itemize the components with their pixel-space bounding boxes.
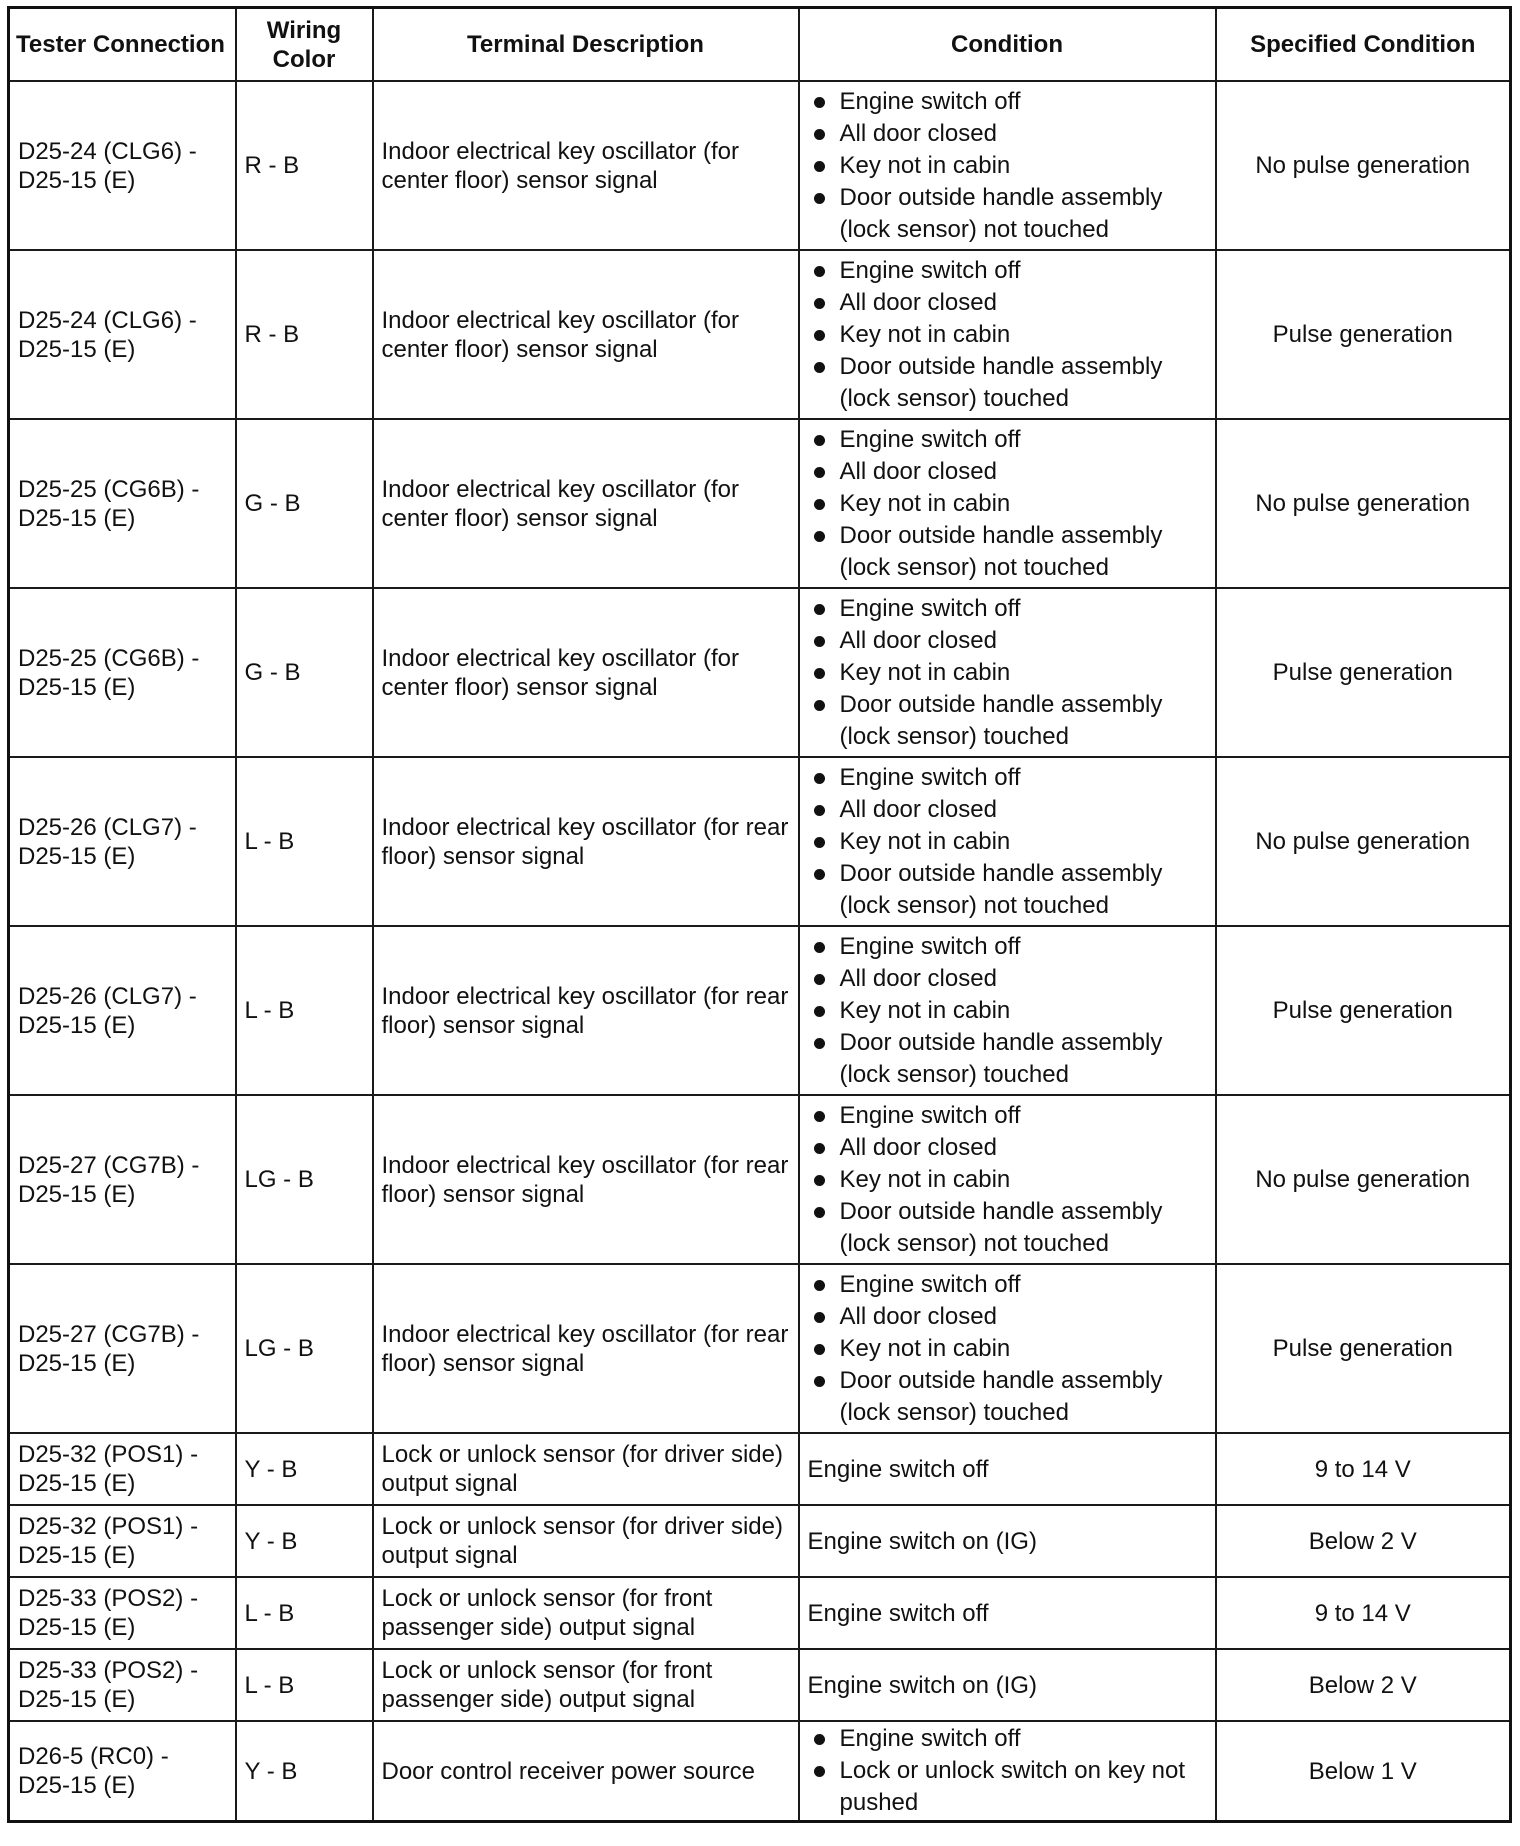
tester-connection-line: D25-15 (E) <box>18 1180 136 1208</box>
wiring-color-cell: Y - B <box>236 1721 373 1822</box>
condition-item: All door closed <box>808 1132 1207 1164</box>
condition-cell <box>799 588 1216 757</box>
condition-item: All door closed <box>808 118 1207 150</box>
condition-item: Door outside handle assembly (lock sensor) not touched <box>808 1196 1207 1260</box>
condition-cell: Engine switch on (IG) <box>799 1649 1216 1721</box>
specified-condition-cell: Below 1 V <box>1216 1721 1511 1822</box>
condition-list <box>808 762 1207 922</box>
terminal-description-cell: Door control receiver power source <box>373 1721 799 1822</box>
specified-condition-cell: No pulse generation <box>1216 1095 1511 1264</box>
condition-item: All door closed <box>808 456 1207 488</box>
condition-cell <box>799 419 1216 588</box>
terminal-description-cell: Lock or unlock sensor (for front passenger side) output signal <box>373 1649 799 1721</box>
table-body <box>9 81 1511 1822</box>
condition-list <box>808 593 1207 753</box>
condition-item: Engine switch off <box>808 1269 1207 1301</box>
condition-item: Door outside handle assembly (lock sensor) touched <box>808 1365 1207 1429</box>
condition-item: Key not in cabin <box>808 826 1207 858</box>
terminal-description-cell: Lock or unlock sensor (for driver side) output signal <box>373 1433 799 1505</box>
tester-connection-line: D25-27 (CG7B) - <box>18 1151 200 1179</box>
condition-list <box>808 255 1207 415</box>
table-row <box>9 1505 1511 1577</box>
tester-connection-line: D25-15 (E) <box>18 1614 136 1641</box>
condition-cell <box>799 250 1216 419</box>
tester-connection-cell <box>9 419 236 588</box>
tester-connection-cell <box>9 1433 236 1505</box>
condition-item: All door closed <box>808 963 1207 995</box>
condition-item: Door outside handle assembly (lock sensor) touched <box>808 689 1207 753</box>
condition-cell: Engine switch off <box>799 1433 1216 1505</box>
condition-item: Engine switch off <box>808 593 1207 625</box>
tester-connection-cell <box>9 250 236 419</box>
specified-condition-cell: No pulse generation <box>1216 757 1511 926</box>
tester-connection-line: D25-15 (E) <box>18 504 136 532</box>
tester-connection-line: D25-15 (E) <box>18 1349 136 1377</box>
terminal-description-cell: Indoor electrical key oscillator (for center floor) sensor signal <box>373 419 799 588</box>
table-row <box>9 1721 1511 1822</box>
condition-item: Door outside handle assembly (lock sensor) not touched <box>808 520 1207 584</box>
tester-connection-line: D26-5 (RC0) - <box>18 1743 169 1770</box>
header-terminal-description: Terminal Description <box>373 8 799 82</box>
terminal-inspection-table <box>7 6 1512 1823</box>
wiring-color-cell: LG - B <box>236 1095 373 1264</box>
condition-item: Door outside handle assembly (lock sensor) touched <box>808 1027 1207 1091</box>
condition-item: Engine switch off <box>808 931 1207 963</box>
condition-item: Engine switch off <box>808 1100 1207 1132</box>
condition-item: Engine switch off <box>808 1723 1207 1755</box>
specified-condition-cell: 9 to 14 V <box>1216 1433 1511 1505</box>
terminal-description-cell: Indoor electrical key oscillator (for rear floor) sensor signal <box>373 1264 799 1433</box>
condition-item: Engine switch off <box>808 86 1207 118</box>
terminal-description-cell: Indoor electrical key oscillator (for center floor) sensor signal <box>373 588 799 757</box>
header-row <box>9 8 1511 82</box>
header-condition: Condition <box>799 8 1216 82</box>
wiring-color-cell: Y - B <box>236 1433 373 1505</box>
tester-connection-line: D25-15 (E) <box>18 1772 136 1799</box>
tester-connection-line: D25-33 (POS2) - <box>18 1657 199 1684</box>
table-row <box>9 419 1511 588</box>
table-row <box>9 1577 1511 1649</box>
condition-item: All door closed <box>808 287 1207 319</box>
condition-item: Engine switch off <box>808 424 1207 456</box>
tester-connection-line: D25-15 (E) <box>18 673 136 701</box>
terminal-description-cell: Indoor electrical key oscillator (for rear floor) sensor signal <box>373 926 799 1095</box>
condition-list <box>808 931 1207 1091</box>
table-row <box>9 1264 1511 1433</box>
condition-item: All door closed <box>808 625 1207 657</box>
specified-condition-cell: Below 2 V <box>1216 1649 1511 1721</box>
wiring-color-cell: LG - B <box>236 1264 373 1433</box>
tester-connection-line: D25-24 (CLG6) - <box>18 137 197 165</box>
header-tester-connection: Tester Connection <box>9 8 236 82</box>
condition-item: All door closed <box>808 1301 1207 1333</box>
condition-item: All door closed <box>808 794 1207 826</box>
wiring-color-cell: Y - B <box>236 1505 373 1577</box>
condition-item: Key not in cabin <box>808 488 1207 520</box>
table-row <box>9 1649 1511 1721</box>
table-row <box>9 926 1511 1095</box>
terminal-description-cell: Lock or unlock sensor (for front passenger side) output signal <box>373 1577 799 1649</box>
wiring-color-cell: R - B <box>236 250 373 419</box>
condition-list <box>808 86 1207 246</box>
wiring-color-cell: L - B <box>236 757 373 926</box>
condition-cell: Engine switch off <box>799 1577 1216 1649</box>
tester-connection-line: D25-15 (E) <box>18 166 136 194</box>
condition-item: Engine switch off <box>808 255 1207 287</box>
condition-cell <box>799 1264 1216 1433</box>
terminal-description-cell: Indoor electrical key oscillator (for center floor) sensor signal <box>373 81 799 250</box>
condition-item: Door outside handle assembly (lock sensor) not touched <box>808 858 1207 922</box>
wiring-color-cell: G - B <box>236 419 373 588</box>
tester-connection-line: D25-26 (CLG7) - <box>18 982 197 1010</box>
condition-list <box>808 1723 1207 1819</box>
condition-item: Lock or unlock switch on key not pushed <box>808 1755 1207 1819</box>
condition-item: Key not in cabin <box>808 1333 1207 1365</box>
tester-connection-line: D25-27 (CG7B) - <box>18 1320 200 1348</box>
tester-connection-cell <box>9 1577 236 1649</box>
condition-cell <box>799 757 1216 926</box>
terminal-description-cell: Indoor electrical key oscillator (for rear floor) sensor signal <box>373 1095 799 1264</box>
tester-connection-cell <box>9 1721 236 1822</box>
specified-condition-cell: Pulse generation <box>1216 926 1511 1095</box>
tester-connection-cell <box>9 1095 236 1264</box>
tester-connection-line: D25-25 (CG6B) - <box>18 475 200 503</box>
condition-item: Engine switch off <box>808 762 1207 794</box>
specified-condition-cell: Pulse generation <box>1216 250 1511 419</box>
tester-connection-cell <box>9 926 236 1095</box>
terminal-description-cell: Lock or unlock sensor (for driver side) output signal <box>373 1505 799 1577</box>
condition-item: Key not in cabin <box>808 1164 1207 1196</box>
tester-connection-line: D25-15 (E) <box>18 1011 136 1039</box>
condition-list <box>808 1269 1207 1429</box>
header-wiring-color <box>236 8 373 82</box>
table-row <box>9 1433 1511 1505</box>
condition-item: Key not in cabin <box>808 657 1207 689</box>
table-row <box>9 1095 1511 1264</box>
condition-cell <box>799 81 1216 250</box>
wiring-color-cell: L - B <box>236 926 373 1095</box>
header-wiring-line1: Wiring <box>266 16 342 44</box>
tester-connection-line: D25-15 (E) <box>18 1470 136 1497</box>
header-specified-condition: Specified Condition <box>1216 8 1511 82</box>
tester-connection-line: D25-15 (E) <box>18 842 136 870</box>
tester-connection-line: D25-15 (E) <box>18 1542 136 1569</box>
condition-cell <box>799 1095 1216 1264</box>
specified-condition-cell: Below 2 V <box>1216 1505 1511 1577</box>
wiring-color-cell: R - B <box>236 81 373 250</box>
tester-connection-cell <box>9 757 236 926</box>
condition-item: Door outside handle assembly (lock sensor) touched <box>808 351 1207 415</box>
condition-list <box>808 424 1207 584</box>
wiring-color-cell: L - B <box>236 1649 373 1721</box>
tester-connection-cell <box>9 1505 236 1577</box>
tester-connection-line: D25-25 (CG6B) - <box>18 644 200 672</box>
header-wiring-line2: Color <box>272 45 336 73</box>
specified-condition-cell: 9 to 14 V <box>1216 1577 1511 1649</box>
tester-connection-line: D25-15 (E) <box>18 1686 136 1713</box>
tester-connection-line: D25-32 (POS1) - <box>18 1441 199 1468</box>
tester-connection-cell <box>9 1264 236 1433</box>
condition-item: Key not in cabin <box>808 995 1207 1027</box>
specified-condition-cell: Pulse generation <box>1216 1264 1511 1433</box>
tester-connection-line: D25-15 (E) <box>18 335 136 363</box>
wiring-color-cell: L - B <box>236 1577 373 1649</box>
wiring-color-cell: G - B <box>236 588 373 757</box>
tester-connection-cell <box>9 1649 236 1721</box>
table-row <box>9 250 1511 419</box>
tester-connection-line: D25-24 (CLG6) - <box>18 306 197 334</box>
condition-item: Key not in cabin <box>808 150 1207 182</box>
condition-cell <box>799 926 1216 1095</box>
tester-connection-line: D25-26 (CLG7) - <box>18 813 197 841</box>
table-row <box>9 588 1511 757</box>
table-row <box>9 81 1511 250</box>
tester-connection-cell <box>9 588 236 757</box>
terminal-description-cell: Indoor electrical key oscillator (for rear floor) sensor signal <box>373 757 799 926</box>
tester-connection-line: D25-33 (POS2) - <box>18 1585 199 1612</box>
table-row <box>9 757 1511 926</box>
specified-condition-cell: No pulse generation <box>1216 419 1511 588</box>
tester-connection-cell <box>9 81 236 250</box>
specified-condition-cell: Pulse generation <box>1216 588 1511 757</box>
condition-item: Key not in cabin <box>808 319 1207 351</box>
terminal-description-cell: Indoor electrical key oscillator (for center floor) sensor signal <box>373 250 799 419</box>
condition-item: Door outside handle assembly (lock sensor) not touched <box>808 182 1207 246</box>
specified-condition-cell: No pulse generation <box>1216 81 1511 250</box>
condition-list <box>808 1100 1207 1260</box>
tester-connection-line: D25-32 (POS1) - <box>18 1513 199 1540</box>
condition-cell <box>799 1721 1216 1822</box>
condition-cell: Engine switch on (IG) <box>799 1505 1216 1577</box>
